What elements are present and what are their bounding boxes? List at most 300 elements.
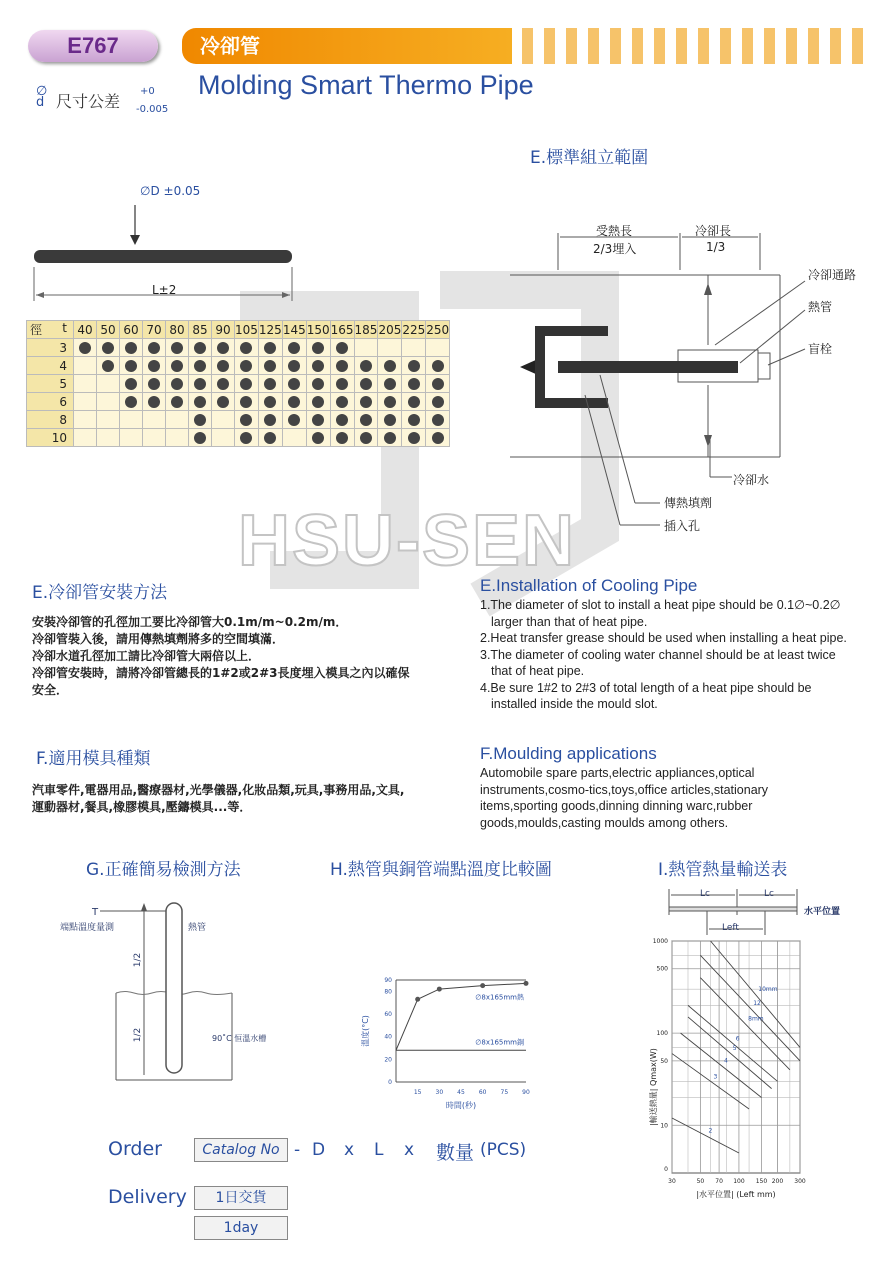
length-label: L±2 [152, 283, 177, 297]
lc-label: Lc [764, 889, 774, 899]
available-dot [240, 378, 252, 390]
banner-stripe [610, 28, 621, 64]
banner-stripe [522, 28, 533, 64]
t-label: T [92, 907, 99, 918]
y-tick-label: 0 [664, 1166, 668, 1173]
availability-cell [235, 375, 259, 393]
availability-cell [378, 429, 402, 447]
available-dot [312, 378, 324, 390]
available-dot [171, 378, 183, 390]
table-row [27, 411, 450, 429]
available-dot [217, 396, 229, 408]
available-dot [264, 396, 276, 408]
product-code-badge: E767 [28, 30, 158, 62]
diameter-symbol-icon: ∅ d [36, 84, 48, 110]
banner-stripe [676, 28, 687, 64]
available-dot [194, 360, 206, 372]
y-tick-label: 80 [384, 988, 392, 996]
y-tick-label: 100 [656, 1030, 668, 1038]
install-en-title: E.Installation of Cooling Pipe [480, 576, 698, 595]
available-dot [217, 360, 229, 372]
series-label: 2 [708, 1127, 713, 1135]
diameter-cell: 8 [27, 411, 74, 429]
available-dot [432, 360, 444, 372]
availability-cell [189, 429, 212, 447]
available-dot [312, 342, 324, 354]
cooling-length-label: 冷卻長 [695, 224, 732, 238]
available-dot [288, 342, 300, 354]
temp-chart-title: H.熱管與銅管端點溫度比較圖 [330, 860, 552, 880]
x-tick-label: 60 [478, 1089, 487, 1096]
availability-cell [74, 375, 97, 393]
availability-cell [97, 339, 120, 357]
page-title: Molding Smart Thermo Pipe [198, 70, 534, 100]
availability-cell [74, 393, 97, 411]
series-label: 3 [713, 1073, 718, 1081]
availability-cell [402, 375, 426, 393]
availability-cell [306, 393, 330, 411]
install-zh-title: E.冷卻管安裝方法 [32, 583, 168, 603]
x-tick-label: 200 [771, 1178, 784, 1185]
y-tick-label: 1000 [652, 938, 668, 945]
bath-label: 90˚C 恒溫水槽 [212, 1034, 267, 1043]
available-dot [312, 396, 324, 408]
availability-cell [212, 429, 235, 447]
y-tick-label: 90 [384, 977, 392, 984]
delivery-label: Delivery [108, 1186, 187, 1208]
x-tick-label: 75 [500, 1089, 509, 1096]
length-header: 40 [74, 321, 97, 339]
availability-cell [74, 357, 97, 375]
diameter-cell: 4 [27, 357, 74, 375]
available-dot [217, 342, 229, 354]
availability-cell [166, 429, 189, 447]
availability-cell [378, 339, 402, 357]
diameter-cell: 5 [27, 375, 74, 393]
available-dot [336, 396, 348, 408]
availability-cell [166, 411, 189, 429]
series-label: ∅8x165mm熱 [475, 993, 524, 1002]
available-dot [148, 378, 160, 390]
availability-cell [378, 375, 402, 393]
banner-stripe [566, 28, 577, 64]
diameter-cell: 6 [27, 393, 74, 411]
availability-cell [97, 429, 120, 447]
half-top: 1/2 [133, 952, 144, 968]
available-dot [384, 378, 396, 390]
availability-cell [426, 375, 450, 393]
available-dot [148, 396, 160, 408]
tolerance-label: 尺寸公差 [56, 92, 121, 111]
watermark-text: HSU-SEN [238, 501, 577, 581]
y-tick-label: 60 [384, 1011, 392, 1018]
order-x: x [404, 1140, 415, 1160]
heat-pipe-label: 熱管 [808, 300, 833, 314]
available-dot [432, 396, 444, 408]
catalog-no-box: Catalog No [194, 1138, 288, 1162]
availability-cell [378, 357, 402, 375]
x-tick-label: 15 [413, 1089, 422, 1096]
available-dot [148, 342, 160, 354]
order-d: D [312, 1140, 326, 1160]
availability-cell [212, 411, 235, 429]
available-dot [102, 342, 114, 354]
available-dot [360, 360, 372, 372]
check-title: G.正確簡易檢測方法 [86, 860, 241, 880]
availability-cell [143, 429, 166, 447]
available-dot [408, 414, 420, 426]
availability-cell [282, 393, 306, 411]
lc-label: Lc [700, 889, 710, 899]
available-dot [125, 342, 137, 354]
y-tick-label: 0 [388, 1079, 392, 1086]
delivery-en-box: 1day [194, 1216, 288, 1240]
check-diagram [100, 895, 240, 1085]
availability-cell [143, 411, 166, 429]
x-axis-label: 時間(秒) [445, 1101, 477, 1110]
cooling-ratio-label: 1/3 [706, 240, 726, 254]
availability-cell [282, 429, 306, 447]
availability-cell [258, 393, 282, 411]
banner-stripe [698, 28, 709, 64]
order-x: x [344, 1140, 355, 1160]
apps-en-title: F.Moulding applications [480, 744, 657, 763]
tolerance-lower: -0.005 [136, 104, 169, 115]
position-label: 水平位置 [804, 907, 841, 917]
size-availability-table [26, 320, 450, 447]
banner-stripe [720, 28, 731, 64]
banner-stripe [808, 28, 819, 64]
banner-stripe [786, 28, 797, 64]
availability-cell [258, 339, 282, 357]
heated-length-label: 受熱長 [596, 224, 633, 238]
data-point [437, 987, 442, 992]
availability-cell [282, 411, 306, 429]
availability-cell [212, 393, 235, 411]
available-dot [79, 342, 91, 354]
availability-cell [258, 429, 282, 447]
data-point [415, 997, 420, 1002]
x-tick-label: 100 [733, 1178, 745, 1185]
diameter-label: ∅D ±0.05 [140, 184, 201, 198]
availability-cell [166, 357, 189, 375]
available-dot [408, 360, 420, 372]
apps-zh-title: F.適用模具種類 [36, 749, 151, 769]
x-tick-label: 300 [794, 1178, 806, 1185]
available-dot [194, 432, 206, 444]
x-tick-label: 30 [668, 1178, 676, 1185]
available-dot [171, 396, 183, 408]
banner-stripe [588, 28, 599, 64]
x-tick-label: 30 [435, 1089, 444, 1096]
availability-cell [282, 375, 306, 393]
title-banner: 冷卻管 [182, 28, 512, 64]
table-row [27, 357, 450, 375]
availability-cell [189, 393, 212, 411]
availability-cell [166, 375, 189, 393]
availability-cell [120, 357, 143, 375]
availability-cell [354, 411, 378, 429]
available-dot [194, 414, 206, 426]
length-header: 225 [402, 322, 426, 337]
availability-cell [212, 375, 235, 393]
available-dot [312, 432, 324, 444]
availability-cell [143, 339, 166, 357]
availability-cell [235, 393, 259, 411]
availability-cell [212, 339, 235, 357]
available-dot [264, 378, 276, 390]
length-header: 80 [166, 321, 189, 339]
availability-cell [120, 393, 143, 411]
available-dot [408, 396, 420, 408]
availability-cell [378, 411, 402, 429]
y-tick-label: 10 [660, 1122, 668, 1130]
availability-cell [97, 393, 120, 411]
availability-cell [282, 357, 306, 375]
apps-zh-text: 汽車零件,電器用品,醫療器材,光學儀器,化妝品類,玩具,事務用品,文具, 運動器材,餐具,橡膠模具,壓鑄模具...等． [32, 783, 405, 814]
available-dot [384, 432, 396, 444]
table-row [27, 429, 450, 447]
available-dot [102, 360, 114, 372]
x-tick-label: 70 [715, 1178, 723, 1185]
banner-stripe [830, 28, 841, 64]
availability-cell [97, 375, 120, 393]
series-label: 4 [724, 1057, 728, 1065]
available-dot [125, 360, 137, 372]
y-axis-label: 溫度(°C) [361, 1015, 370, 1047]
available-dot [171, 342, 183, 354]
available-dot [288, 396, 300, 408]
availability-cell [189, 411, 212, 429]
available-dot [312, 360, 324, 372]
banner-stripe [632, 28, 643, 64]
available-dot [360, 432, 372, 444]
availability-cell [97, 357, 120, 375]
length-header: 145 [282, 322, 306, 337]
availability-cell [354, 393, 378, 411]
availability-cell [143, 357, 166, 375]
availability-cell [306, 429, 330, 447]
available-dot [408, 378, 420, 390]
data-point [480, 983, 485, 988]
availability-cell [120, 375, 143, 393]
diameter-cell: 10 [27, 429, 74, 447]
x-tick-label: 150 [755, 1178, 768, 1185]
series-label: 12 [753, 1000, 761, 1008]
temp-chart [356, 970, 536, 1120]
availability-cell [258, 375, 282, 393]
available-dot [384, 360, 396, 372]
length-header: 90 [212, 321, 235, 339]
length-header: 205 [378, 322, 402, 337]
length-header: 85 [189, 321, 212, 339]
series-label: 10mm [758, 986, 778, 994]
available-dot [194, 378, 206, 390]
series-label: 8mm [748, 1015, 764, 1023]
length-header: 70 [143, 321, 166, 339]
order-label: Order [108, 1138, 162, 1160]
banner-stripe [654, 28, 665, 64]
available-dot [240, 414, 252, 426]
availability-cell [166, 339, 189, 357]
availability-cell [330, 393, 354, 411]
availability-cell [74, 339, 97, 357]
banner-stripe [742, 28, 753, 64]
available-dot [125, 396, 137, 408]
insert-hole-label: 插入孔 [664, 519, 701, 533]
availability-cell [282, 339, 306, 357]
cooling-channel-label: 冷卻通路 [808, 268, 857, 282]
availability-cell [354, 339, 378, 357]
available-dot [288, 378, 300, 390]
availability-cell [354, 375, 378, 393]
availability-cell [306, 375, 330, 393]
availability-cell [306, 339, 330, 357]
length-header: 250 [426, 322, 450, 337]
y-tick-label: 50 [660, 1057, 668, 1065]
availability-cell [235, 357, 259, 375]
availability-cell [235, 429, 259, 447]
length-header: 60 [120, 321, 143, 339]
available-dot [264, 414, 276, 426]
available-dot [240, 360, 252, 372]
availability-cell [120, 411, 143, 429]
availability-cell [330, 429, 354, 447]
availability-cell [402, 357, 426, 375]
availability-cell [212, 357, 235, 375]
availability-cell [426, 357, 450, 375]
availability-cell [330, 375, 354, 393]
available-dot [336, 342, 348, 354]
availability-cell [120, 339, 143, 357]
available-dot [384, 414, 396, 426]
y-tick-label: 20 [384, 1056, 392, 1064]
availability-cell [378, 393, 402, 411]
length-header: 125 [258, 322, 282, 337]
delivery-zh-box: 1日交貨 [194, 1186, 288, 1210]
available-dot [240, 342, 252, 354]
series-label: 5 [732, 1044, 737, 1052]
available-dot [312, 414, 324, 426]
banner-stripe [544, 28, 555, 64]
length-header: 185 [354, 322, 378, 337]
available-dot [217, 378, 229, 390]
availability-cell [330, 357, 354, 375]
table-row [27, 375, 450, 393]
availability-cell [354, 429, 378, 447]
availability-cell [306, 411, 330, 429]
plug-label: 盲栓 [808, 342, 833, 356]
availability-cell [402, 411, 426, 429]
y-axis-label: |輸送熱量| Qmax(W) [649, 1048, 658, 1126]
availability-cell [143, 393, 166, 411]
x-tick-label: 50 [696, 1178, 705, 1185]
table-row [27, 393, 450, 411]
banner-stripe [852, 28, 863, 64]
pcs-label: (PCS) [480, 1140, 527, 1160]
available-dot [360, 396, 372, 408]
availability-cell [120, 429, 143, 447]
table-header-row [27, 321, 450, 339]
available-dot [432, 432, 444, 444]
availability-cell [74, 429, 97, 447]
available-dot [194, 396, 206, 408]
tolerance-upper: +0 [140, 86, 155, 97]
availability-cell [258, 357, 282, 375]
availability-cell [426, 393, 450, 411]
available-dot [264, 360, 276, 372]
assembly-title: E.標準組立範圍 [530, 148, 649, 168]
available-dot [336, 432, 348, 444]
availability-cell [426, 339, 450, 357]
table-corner: 徑 t [27, 321, 74, 339]
available-dot [360, 414, 372, 426]
plot-area [672, 941, 800, 1173]
available-dot [384, 396, 396, 408]
available-dot [171, 360, 183, 372]
grease-label: 傳熱填劑 [664, 496, 713, 510]
availability-cell [143, 375, 166, 393]
availability-cell [235, 339, 259, 357]
availability-cell [402, 429, 426, 447]
available-dot [125, 378, 137, 390]
x-tick-label: 45 [457, 1089, 465, 1096]
available-dot [264, 342, 276, 354]
available-dot [336, 414, 348, 426]
availability-cell [235, 411, 259, 429]
available-dot [148, 360, 160, 372]
availability-cell [189, 339, 212, 357]
available-dot [432, 414, 444, 426]
availability-cell [402, 339, 426, 357]
availability-cell [354, 357, 378, 375]
available-dot [360, 378, 372, 390]
availability-cell [426, 411, 450, 429]
available-dot [240, 432, 252, 444]
t-desc: 端點溫度量測 [60, 923, 115, 933]
series-label: 6 [735, 1035, 740, 1043]
available-dot [336, 360, 348, 372]
transport-title: I.熱管熱量輸送表 [658, 860, 788, 880]
availability-cell [189, 357, 212, 375]
diameter-cell: 3 [27, 339, 74, 357]
available-dot [288, 360, 300, 372]
availability-cell [426, 429, 450, 447]
available-dot [336, 378, 348, 390]
x-tick-label: 90 [522, 1089, 530, 1096]
pipe-label: 熱管 [188, 923, 207, 933]
availability-cell [330, 339, 354, 357]
banner-stripe [764, 28, 775, 64]
data-point [524, 981, 529, 986]
available-dot [408, 432, 420, 444]
availability-cell [330, 411, 354, 429]
half-bottom: 1/2 [133, 1027, 144, 1043]
heated-ratio-label: 2/3埋入 [593, 242, 637, 256]
series-label: ∅8x165mm銅 [475, 1038, 524, 1047]
length-header: 150 [306, 322, 330, 337]
table-row [27, 339, 450, 357]
apps-en-text: Automobile spare parts,electric appliances,optical instruments,cosmo-tics,toys,office articles,stationary items,sporting goods,dinning dinning warc,rubber goods,moulds,casting moulds among others. [480, 766, 769, 830]
y-tick-label: 500 [656, 965, 668, 973]
available-dot [240, 396, 252, 408]
availability-cell [258, 411, 282, 429]
length-header: 165 [330, 322, 354, 337]
install-zh-text: 安裝冷卻管的孔徑加工要比冷卻管大0.1m/m~0.2m/m． 冷卻管裝入後，請用傳熱填劑將多的空間填滿． 冷卻水道孔徑加工請比冷卻管大兩倍以上． 冷卻管安裝時，請將冷卻管總長的1#2或2#3長度埋入模具之內以確保 安全． [32, 615, 410, 697]
x-axis-label: |水平位置| (Left mm) [696, 1190, 776, 1199]
availability-cell [402, 393, 426, 411]
length-header: 50 [97, 321, 120, 339]
